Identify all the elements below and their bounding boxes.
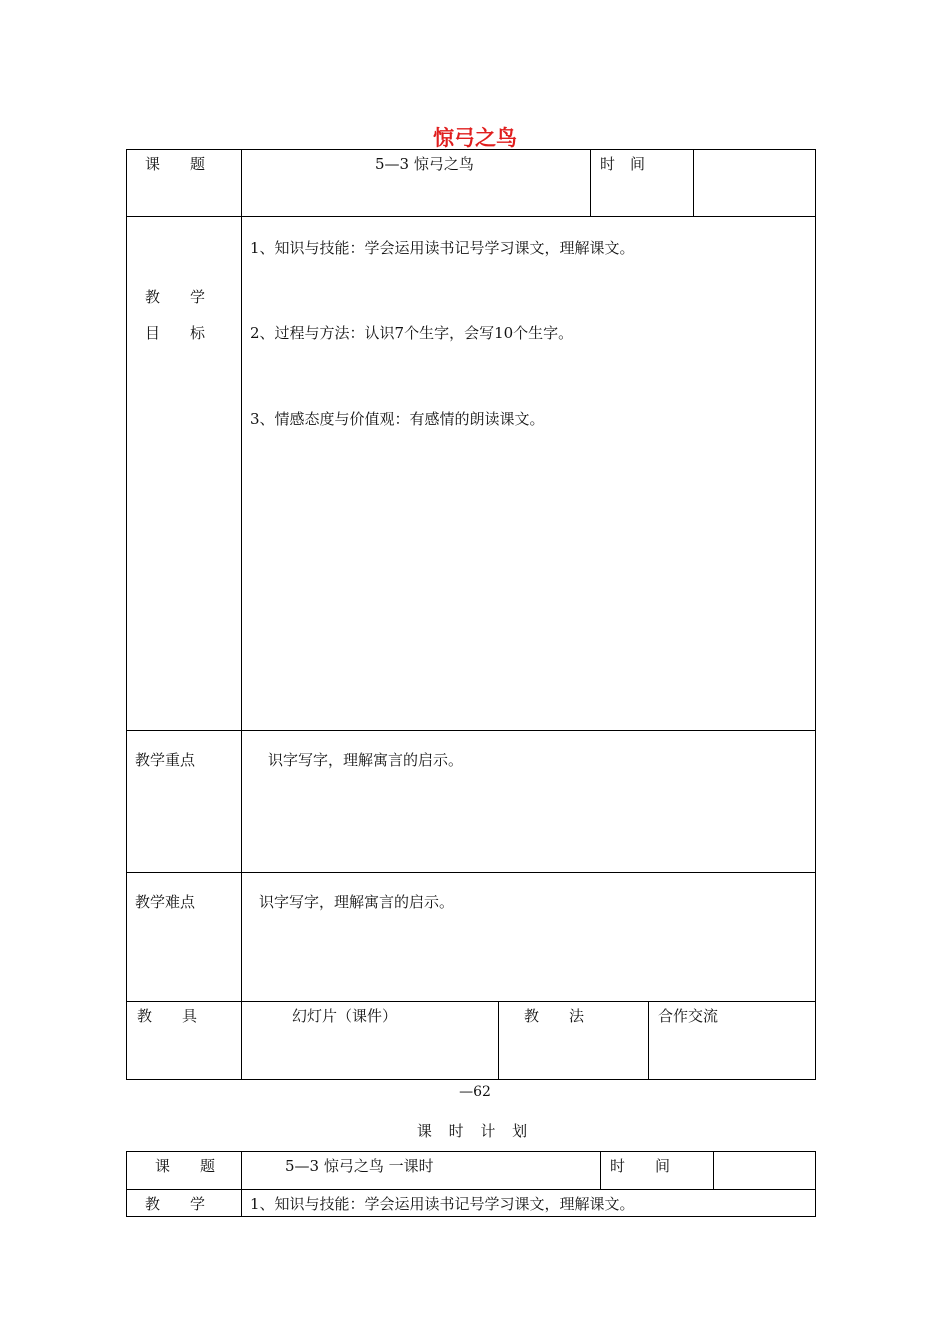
row-divider bbox=[126, 1189, 816, 1190]
objectives-label-line2: 目 标 bbox=[145, 324, 206, 342]
column-divider bbox=[693, 149, 694, 216]
page-number: —62 bbox=[459, 1084, 491, 1100]
difficulties-value: 识字写字，理解寓言的启示。 bbox=[259, 893, 455, 911]
key-points-label: 教学重点 bbox=[135, 751, 196, 769]
method-value: 合作交流 bbox=[658, 1007, 719, 1025]
row-divider bbox=[126, 872, 816, 873]
column-divider bbox=[498, 1001, 499, 1080]
subject-value: 5—3 惊弓之鸟 一课时 bbox=[285, 1157, 434, 1175]
column-divider bbox=[590, 149, 591, 216]
objective-item: 1、知识与技能：学会运用读书记号学习课文，理解课文。 bbox=[250, 239, 635, 257]
time-label: 时 间 bbox=[600, 155, 646, 173]
section-title: 课 时 计 划 bbox=[416, 1122, 534, 1140]
page-title: 惊弓之鸟 bbox=[433, 126, 517, 150]
column-divider bbox=[241, 149, 242, 1080]
tools-label: 教 具 bbox=[137, 1007, 198, 1025]
objective-item: 1、知识与技能：学会运用读书记号学习课文，理解课文。 bbox=[250, 1195, 635, 1213]
subject-value: 5—3 惊弓之鸟 bbox=[375, 155, 474, 173]
objective-item: 3、情感态度与价值观：有感情的朗读课文。 bbox=[250, 410, 545, 428]
column-divider bbox=[600, 1151, 601, 1189]
difficulties-label: 教学难点 bbox=[135, 893, 196, 911]
column-divider bbox=[648, 1001, 649, 1080]
time-label: 时 间 bbox=[610, 1157, 671, 1175]
column-divider bbox=[713, 1151, 714, 1189]
subject-label: 课 题 bbox=[155, 1157, 216, 1175]
row-divider bbox=[126, 1001, 816, 1002]
row-divider bbox=[126, 216, 816, 217]
objective-item: 2、过程与方法：认识7个生字，会写10个生字。 bbox=[250, 324, 574, 342]
column-divider bbox=[241, 1151, 242, 1217]
key-points-value: 识字写字，理解寓言的启示。 bbox=[268, 751, 464, 769]
objectives-label-line1: 教 学 bbox=[145, 288, 206, 306]
objectives-label: 教 学 bbox=[145, 1195, 206, 1213]
method-label: 教 法 bbox=[524, 1007, 585, 1025]
row-divider bbox=[126, 730, 816, 731]
tools-value: 幻灯片（课件） bbox=[292, 1007, 398, 1025]
subject-label: 课 题 bbox=[145, 155, 206, 173]
table-border bbox=[126, 149, 816, 1080]
